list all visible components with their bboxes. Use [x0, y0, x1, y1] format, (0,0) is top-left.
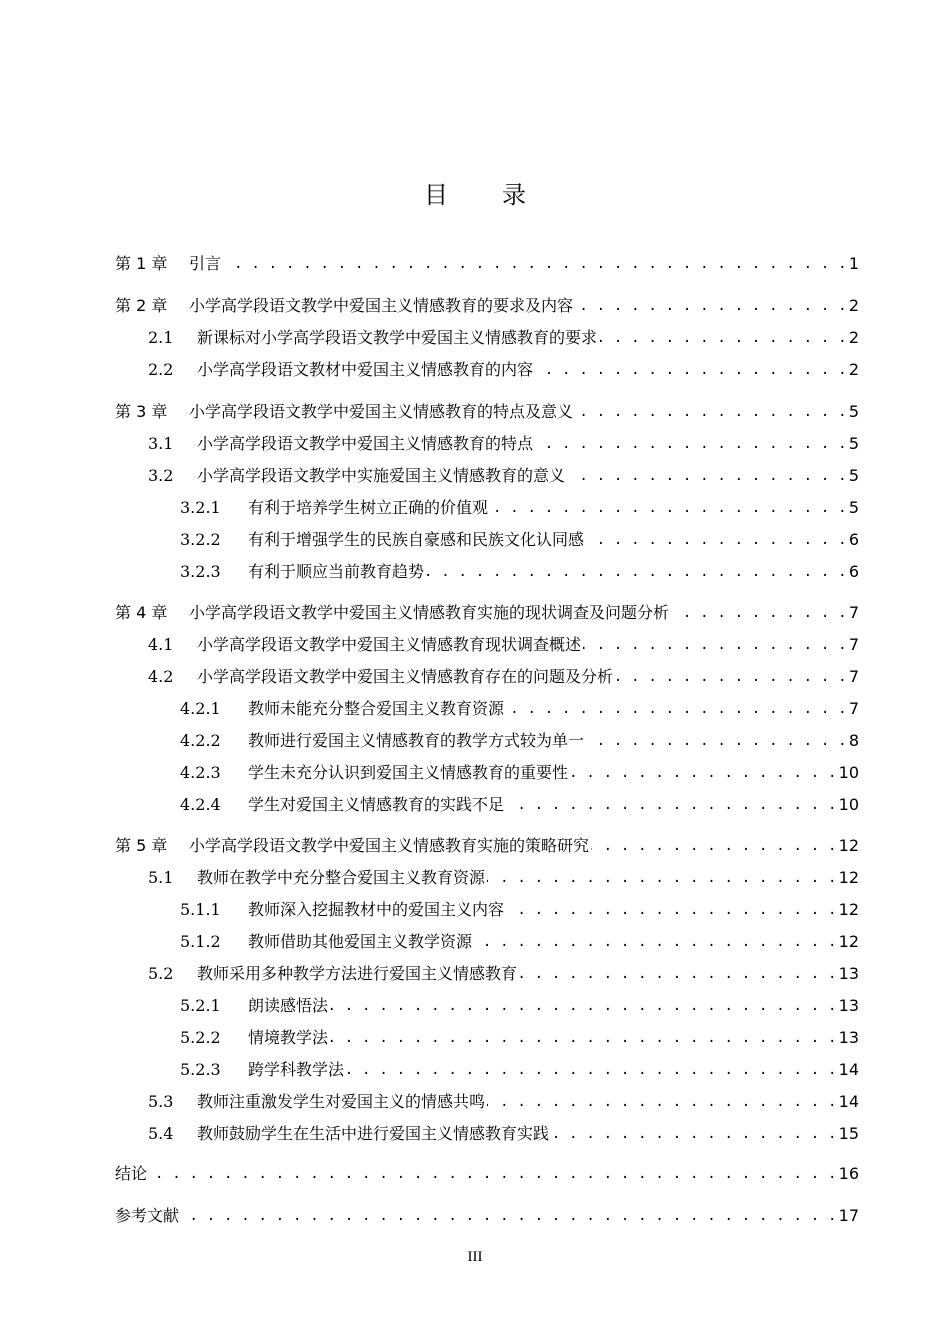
toc-dot-leader	[346, 1060, 837, 1080]
toc-entry[interactable]	[148, 629, 859, 655]
toc-entry[interactable]	[148, 354, 859, 380]
toc-entry-title: 结论	[115, 1164, 148, 1183]
toc-entry-title: 教师未能充分整合爱国主义教育资源	[248, 699, 505, 718]
toc-entry-title: 教师在教学中充分整合爱国主义教育资源	[197, 868, 486, 887]
toc-entry[interactable]	[148, 958, 859, 984]
toc-entry-number: 5.2.1	[180, 996, 221, 1015]
toc-dot-leader	[474, 932, 837, 952]
toc-entry-number: 5.2	[148, 964, 174, 983]
toc-entry[interactable]	[148, 1086, 859, 1112]
toc-entry-title: 教师进行爱国主义情感教育的教学方式较为单一	[248, 731, 585, 750]
toc-entry-number: 5.2.2	[180, 1028, 221, 1047]
toc-dot-leader	[487, 1092, 837, 1112]
toc-entry-number: 4.2	[148, 667, 174, 686]
toc-dot-leader	[567, 466, 847, 486]
title-char-2: 录	[502, 181, 526, 209]
toc-entry-title: 小学高学段语文教学中爱国主义情感教育的特点	[197, 434, 534, 453]
toc-entry-title: 参考文献	[115, 1206, 180, 1225]
toc-entry[interactable]	[180, 926, 859, 952]
toc-dot-leader	[149, 1164, 837, 1184]
toc-entry-page-number: 7	[848, 603, 859, 622]
toc-dot-leader	[535, 434, 847, 454]
toc-dot-leader	[551, 1124, 837, 1144]
toc-entry-title: 小学高学段语文教学中实施爱国主义情感教育的意义	[197, 466, 566, 485]
toc-entry-title: 有利于增强学生的民族自豪感和民族文化认同感	[248, 530, 585, 549]
toc-entry-number: 5.1.1	[180, 900, 221, 919]
toc-entry[interactable]	[180, 556, 859, 582]
toc-dot-leader	[671, 603, 847, 623]
toc-entry[interactable]	[180, 894, 859, 920]
toc-dot-leader	[570, 763, 837, 783]
toc-entry-number: 4.2.1	[180, 699, 221, 718]
toc-entry-page-number: 2	[848, 328, 859, 347]
toc-entry-page-number: 13	[838, 1028, 859, 1047]
toc-entry-page-number: 14	[838, 1060, 859, 1079]
toc-entry-number: 5.3	[148, 1092, 174, 1111]
toc-entry-page-number: 1	[848, 254, 859, 273]
toc-entry-number: 第 1 章	[115, 254, 168, 273]
toc-entry-page-number: 8	[848, 731, 859, 750]
toc-dot-leader	[615, 667, 847, 687]
toc-entry-page-number: 10	[838, 795, 859, 814]
toc-entry-page-number: 5	[848, 434, 859, 453]
toc-entry[interactable]	[115, 248, 859, 274]
toc-entry[interactable]	[148, 428, 859, 454]
toc-entry-page-number: 7	[848, 699, 859, 718]
toc-entry-number: 3.2.1	[180, 498, 221, 517]
toc-dot-leader	[181, 1206, 837, 1226]
toc-dot-leader	[487, 868, 837, 888]
toc-entry-page-number: 12	[838, 900, 859, 919]
toc-entry-title: 小学高学段语文教学中爱国主义情感教育实施的策略研究	[189, 836, 590, 855]
toc-entry-title: 小学高学段语文教学中爱国主义情感教育的要求及内容	[189, 296, 574, 315]
toc-entry-title: 有利于培养学生树立正确的价值观	[248, 498, 489, 517]
toc-entry-page-number: 6	[848, 530, 859, 549]
toc-entry-title: 小学高学段语文教学中爱国主义情感教育的特点及意义	[189, 402, 574, 421]
toc-entry[interactable]	[115, 396, 859, 422]
toc-entry-title: 教师借助其他爱国主义教学资源	[248, 932, 473, 951]
toc-entry[interactable]	[180, 693, 859, 719]
toc-dot-leader	[519, 964, 837, 984]
toc-entry-title: 引言	[189, 254, 222, 273]
toc-entry[interactable]	[148, 460, 859, 486]
toc-entry-number: 4.1	[148, 635, 174, 654]
toc-entry[interactable]	[180, 990, 859, 1016]
toc-dot-leader	[223, 254, 847, 274]
toc-entry-number: 第 5 章	[115, 836, 168, 855]
toc-dot-leader	[426, 562, 847, 582]
toc-entry[interactable]	[180, 725, 859, 751]
toc-entry-page-number: 12	[838, 836, 859, 855]
toc-dot-leader	[506, 900, 837, 920]
toc-entry-page-number: 15	[838, 1124, 859, 1143]
toc-entry-page-number: 14	[838, 1092, 859, 1111]
toc-entry[interactable]	[115, 1158, 859, 1184]
page-number-footer: III	[467, 1249, 483, 1265]
toc-dot-leader	[591, 836, 837, 856]
toc-entry[interactable]	[148, 661, 859, 687]
toc-entry[interactable]	[115, 597, 859, 623]
toc-entry-page-number: 6	[848, 562, 859, 581]
toc-entry-title: 教师深入挖掘教材中的爱国主义内容	[248, 900, 505, 919]
toc-entry-title: 有利于顺应当前教育趋势	[248, 562, 425, 581]
toc-entry[interactable]	[148, 1118, 859, 1144]
toc-entry-number: 2.1	[148, 328, 174, 347]
toc-entry-page-number: 13	[838, 964, 859, 983]
toc-entry-page-number: 12	[838, 932, 859, 951]
toc-dot-leader	[535, 360, 847, 380]
toc-entry[interactable]	[148, 322, 859, 348]
toc-dot-leader	[586, 530, 847, 550]
toc-entry[interactable]	[115, 1200, 859, 1226]
toc-entry[interactable]	[180, 1054, 859, 1080]
toc-entry[interactable]	[115, 290, 859, 316]
toc-entry-number: 4.2.3	[180, 763, 221, 782]
toc-entry-title: 学生对爱国主义情感教育的实践不足	[248, 795, 505, 814]
toc-entry-number: 5.2.3	[180, 1060, 221, 1079]
toc-entry-title: 教师采用多种教学方法进行爱国主义情感教育	[197, 964, 518, 983]
title-char-1: 目	[424, 181, 448, 209]
toc-entry-title: 小学高学段语文教学中爱国主义情感教育实施的现状调查及问题分析	[189, 603, 670, 622]
toc-entry-number: 5.4	[148, 1124, 174, 1143]
toc-entry-page-number: 7	[848, 667, 859, 686]
toc-dot-leader	[506, 795, 837, 815]
toc-entry-number: 3.2.3	[180, 562, 221, 581]
toc-entry-number: 3.2.2	[180, 530, 221, 549]
toc-entry-number: 4.2.4	[180, 795, 221, 814]
toc-entry-page-number: 5	[848, 402, 859, 421]
toc-entry-number: 3.2	[148, 466, 174, 485]
toc-entry-title: 教师注重激发学生对爱国主义的情感共鸣	[197, 1092, 486, 1111]
toc-entry-number: 4.2.2	[180, 731, 221, 750]
toc-entry-page-number: 7	[848, 635, 859, 654]
toc-entry-number: 5.1.2	[180, 932, 221, 951]
toc-entry[interactable]	[180, 492, 859, 518]
toc-entry-title: 朗读感悟法	[248, 996, 329, 1015]
toc-entry-title: 小学高学段语文教学中爱国主义情感教育现状调查概述	[197, 635, 582, 654]
toc-entry-title: 小学高学段语文教材中爱国主义情感教育的内容	[197, 360, 534, 379]
toc-entry-page-number: 12	[838, 868, 859, 887]
toc-entry-number: 第 2 章	[115, 296, 168, 315]
toc-entry-page-number: 13	[838, 996, 859, 1015]
toc-entry[interactable]	[180, 1022, 859, 1048]
toc-entry-number: 5.1	[148, 868, 174, 887]
toc-dot-leader	[575, 296, 847, 316]
toc-entry-page-number: 16	[838, 1164, 859, 1183]
toc-entry[interactable]	[180, 524, 859, 550]
toc-dot-leader	[506, 699, 847, 719]
toc-entry-title: 小学高学段语文教学中爱国主义情感教育存在的问题及分析	[197, 667, 614, 686]
toc-entry-number: 2.2	[148, 360, 174, 379]
toc-entry-number: 3.1	[148, 434, 174, 453]
toc-dot-leader	[586, 731, 847, 751]
toc-dot-leader	[583, 635, 847, 655]
toc-dot-leader	[490, 498, 847, 518]
toc-entry-page-number: 5	[848, 466, 859, 485]
toc-dot-leader	[330, 996, 837, 1016]
toc-entry[interactable]	[180, 789, 859, 815]
toc-entry-title: 教师鼓励学生在生活中进行爱国主义情感教育实践	[197, 1124, 550, 1143]
toc-entry-page-number: 5	[848, 498, 859, 517]
toc-entry-page-number: 10	[838, 763, 859, 782]
toc-entry[interactable]	[115, 830, 859, 856]
toc-entry-title: 跨学科教学法	[248, 1060, 345, 1079]
toc-dot-leader	[330, 1028, 837, 1048]
toc-dot-leader	[599, 328, 847, 348]
toc-entry[interactable]	[180, 757, 859, 783]
toc-entry-number: 第 3 章	[115, 402, 168, 421]
toc-dot-leader	[575, 402, 847, 422]
toc-entry-page-number: 17	[838, 1206, 859, 1225]
toc-entry-title: 新课标对小学高学段语文教学中爱国主义情感教育的要求	[197, 328, 598, 347]
toc-entry-page-number: 2	[848, 296, 859, 315]
toc-entry-page-number: 2	[848, 360, 859, 379]
toc-entry-title: 情境教学法	[248, 1028, 329, 1047]
toc-entry[interactable]	[148, 862, 859, 888]
toc-entry-number: 第 4 章	[115, 603, 168, 622]
toc-entry-title: 学生未充分认识到爱国主义情感教育的重要性	[248, 763, 569, 782]
